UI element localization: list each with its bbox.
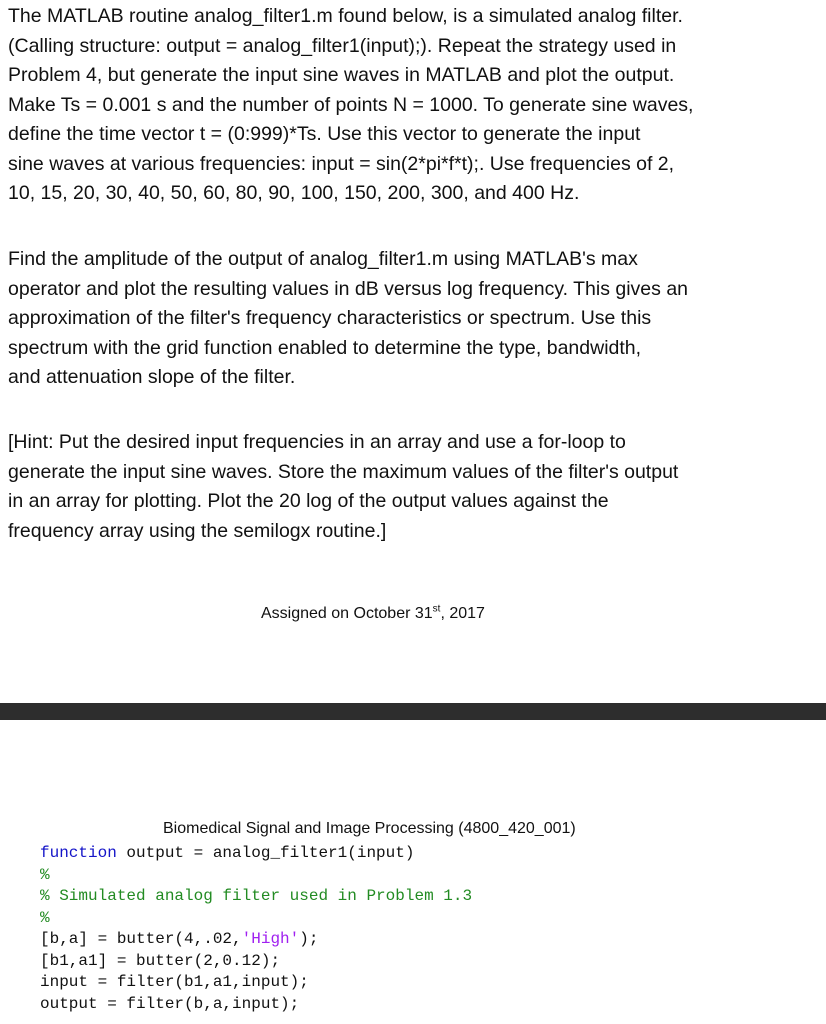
text-line: frequency array using the semilogx routine.] [8,519,387,542]
text-line: (Calling structure: output = analog_filter1(input);). Repeat the strategy used in [8,34,677,57]
code-line [40,929,472,951]
text-line: 10, 15, 20, 30, 40, 50, 60, 80, 90, 100, 150, 200, 300, and 400 Hz. [8,182,580,204]
code-comment: % [40,865,50,884]
assigned-suffix: , 2017 [440,605,485,622]
text-line: spectrum with the grid function enabled to determine the type, bandwidth, [8,336,642,359]
text-line: generate the input sine waves. Store the maximum values of the filter's output [8,460,679,483]
text-line: The MATLAB routine analog_filter1.m found below, is a simulated analog filter. [8,5,683,27]
code-text: output = analog_filter1(input) [116,844,415,862]
code-string: 'High' [241,930,300,948]
text-line: operator and plot the resulting values in dB versus log frequency. This gives an [8,277,689,300]
matlab-code-listing [40,843,472,1015]
text-line: [Hint: Put the desired input frequencies in an array and use a for-loop to [8,431,626,453]
text-line: in an array for plotting. Plot the 20 log of the output values against the [8,490,609,512]
problem-paragraph-1 [8,2,808,209]
code-text: ); [299,930,319,948]
code-page [0,720,826,1024]
text-line: and attenuation slope of the filter. [8,366,296,388]
text-line: Problem 4, but generate the input sine waves in MATLAB and plot the output. [8,64,675,86]
course-header: Biomedical Signal and Image Processing (4800_420_001) [163,820,576,837]
hint-paragraph [8,428,808,546]
code-keyword: function [40,844,117,862]
code-line [40,843,472,865]
assigned-prefix: Assigned on October 31 [261,605,433,622]
code-line: output = filter(b,a,input); [40,994,300,1013]
text-line: sine waves at various frequencies: input = sin(2*pi*f*t);. Use frequencies of 2, [8,152,675,175]
page-divider [0,703,826,720]
assigned-date [261,605,485,623]
problem-paragraph-2 [8,245,808,393]
text-line: approximation of the filter's frequency characteristics or spectrum. Use this [8,307,652,329]
code-line: [b1,a1] = butter(2,0.12); [40,951,281,970]
code-text: [b,a] = butter(4,.02, [40,930,242,948]
text-line: Make Ts = 0.001 s and the number of points N = 1000. To generate sine waves, [8,93,694,116]
text-line: Find the amplitude of the output of analog_filter1.m using MATLAB's max [8,248,638,270]
code-comment: % Simulated analog filter used in Problem 1.3 [40,887,473,905]
code-line: input = filter(b1,a1,input); [40,973,309,991]
code-comment: % [40,908,50,927]
text-line: define the time vector t = (0:999)*Ts. Use this vector to generate the input [8,123,641,145]
assigned-ordinal: st [432,603,441,615]
